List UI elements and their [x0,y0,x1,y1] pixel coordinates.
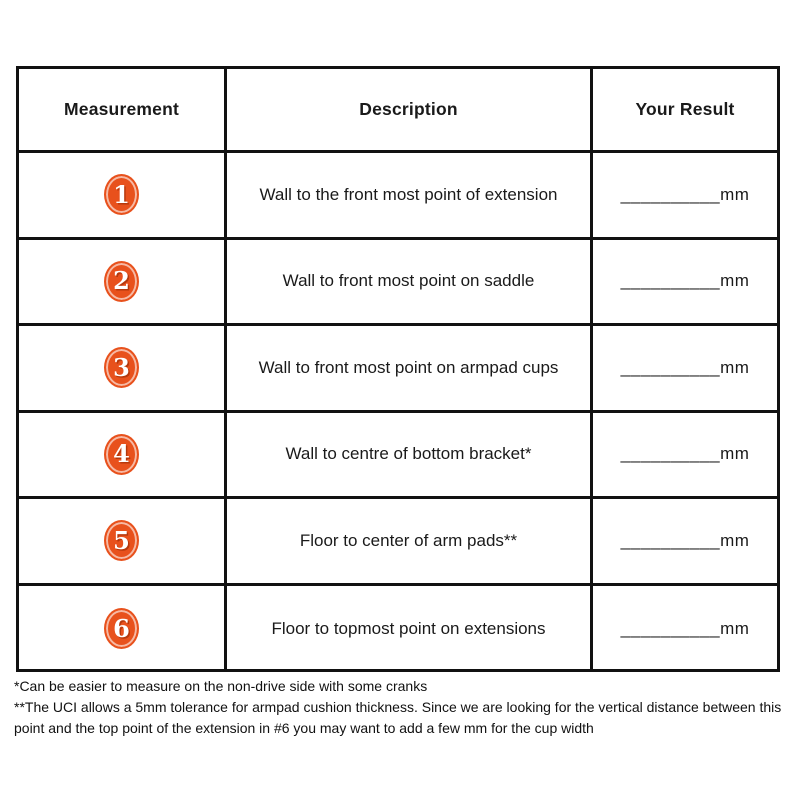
footnote-uci-tolerance: **The UCI allows a 5mm tolerance for armpad cushion thickness. Since we are looking for the vertical distance between this point and the top point of the extension in #6 you may want to add a few mm for the cup width [14,699,782,736]
description-cell-1: Wall to the front most point of extension [227,153,593,240]
footnotes [14,676,794,739]
number-6-badge: 6 [104,608,139,649]
measurement-cell-5 [19,499,227,586]
result-blank-4: __________mm [593,413,777,500]
result-blank-5: __________mm [593,499,777,586]
description-cell-6: Floor to topmost point on extensions [227,586,593,673]
measurement-cell-1 [19,153,227,240]
column-header-description: Description [227,69,593,153]
description-cell-2: Wall to front most point on saddle [227,240,593,327]
number-3-badge: 3 [104,347,139,388]
measurement-cell-6 [19,586,227,673]
number-5-badge: 5 [104,520,139,561]
description-cell-4: Wall to centre of bottom bracket* [227,413,593,500]
description-cell-3: Wall to front most point on armpad cups [227,326,593,413]
column-header-your-result: Your Result [593,69,777,153]
measurement-table [16,66,780,672]
number-2-badge: 2 [104,261,139,302]
number-1-badge: 1 [104,174,139,215]
measurement-cell-2 [19,240,227,327]
description-cell-5: Floor to center of arm pads** [227,499,593,586]
number-4-badge: 4 [104,434,139,475]
result-blank-6: __________mm [620,618,750,638]
measurement-cell-3 [19,326,227,413]
measurement-cell-4 [19,413,227,500]
footnote-cranks: *Can be easier to measure on the non-drive side with some cranks [14,678,428,694]
result-blank-2: __________mm [593,240,777,327]
result-blank-1: __________mm [593,153,777,240]
column-header-measurement: Measurement [19,69,227,153]
result-blank-3: __________mm [593,326,777,413]
